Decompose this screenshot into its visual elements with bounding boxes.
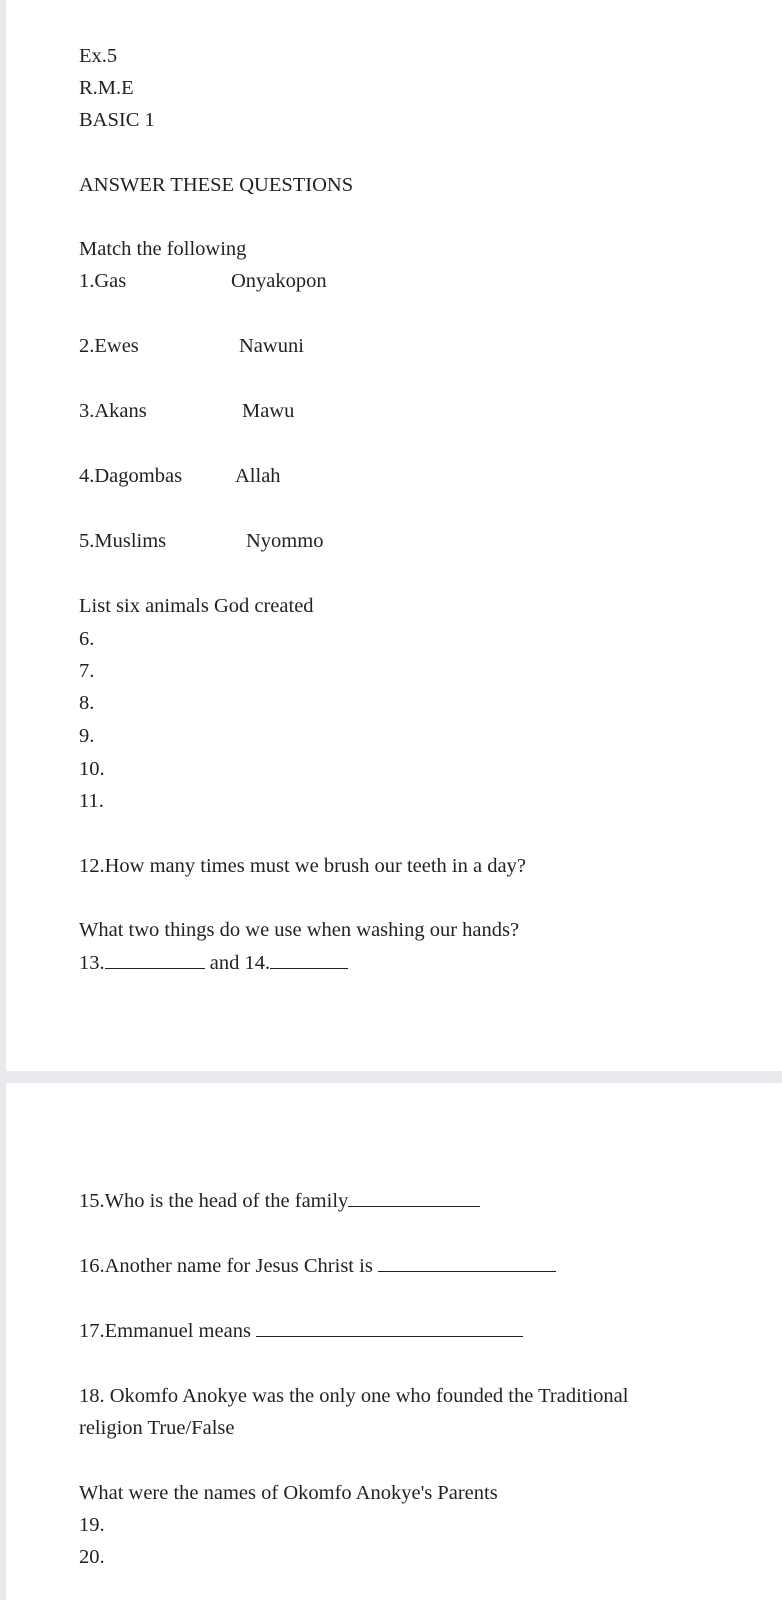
answer-line-20: 20.	[79, 1546, 105, 1568]
questions-13-14	[79, 947, 348, 979]
subject-name: R.M.E	[79, 77, 134, 99]
worksheet-page-1	[6, 0, 782, 1071]
parents-heading: What were the names of Okomfo Anokye's Parents	[79, 1482, 498, 1504]
answer-line-8: 8.	[79, 692, 95, 714]
match-left-5: 5.Muslims	[79, 530, 167, 552]
question-15	[79, 1185, 480, 1217]
washing-heading: What two things do we use when washing our hands?	[79, 919, 520, 941]
match-left-4: 4.Dagombas	[79, 465, 183, 487]
answer-line-6: 6.	[79, 628, 95, 650]
q16-text: 16.Another name for Jesus Christ is	[79, 1255, 373, 1277]
matching-heading: Match the following	[79, 238, 247, 260]
q13-answer-blank[interactable]	[105, 950, 205, 969]
worksheet-page-2	[6, 1083, 782, 1600]
answer-line-10: 10.	[79, 758, 105, 780]
q15-text: 15.Who is the head of the family	[79, 1190, 349, 1212]
and-14-label: and 14.	[209, 952, 271, 974]
question-16	[79, 1250, 556, 1282]
match-right-4: Allah	[235, 465, 281, 487]
match-left-2: 2.Ewes	[79, 335, 139, 357]
answer-line-9: 9.	[79, 725, 95, 747]
match-right-2: Nawuni	[239, 335, 304, 357]
answer-line-11: 11.	[79, 790, 104, 812]
q16-answer-blank[interactable]	[378, 1253, 556, 1272]
answer-line-7: 7.	[79, 660, 95, 682]
match-right-3: Mawu	[242, 400, 295, 422]
q14-answer-blank[interactable]	[270, 950, 348, 969]
match-left-1: 1.Gas	[79, 270, 127, 292]
q13-label: 13.	[79, 952, 105, 974]
match-right-1: Onyakopon	[231, 270, 327, 292]
q17-text: 17.Emmanuel means	[79, 1320, 251, 1342]
question-12: 12.How many times must we brush our teeth in a day?	[79, 855, 526, 877]
instructions-heading: ANSWER THESE QUESTIONS	[79, 174, 354, 196]
match-left-3: 3.Akans	[79, 400, 147, 422]
animals-heading: List six animals God created	[79, 595, 314, 617]
question-18: 18. Okomfo Anokye was the only one who founded the Traditional religion True/False	[79, 1385, 629, 1439]
match-right-5: Nyommo	[246, 530, 324, 552]
question-17	[79, 1315, 523, 1347]
q17-answer-blank[interactable]	[256, 1318, 523, 1337]
answer-line-19: 19.	[79, 1514, 105, 1536]
q15-answer-blank[interactable]	[348, 1188, 480, 1207]
class-level: BASIC 1	[79, 109, 155, 131]
exercise-number: Ex.5	[79, 45, 118, 67]
